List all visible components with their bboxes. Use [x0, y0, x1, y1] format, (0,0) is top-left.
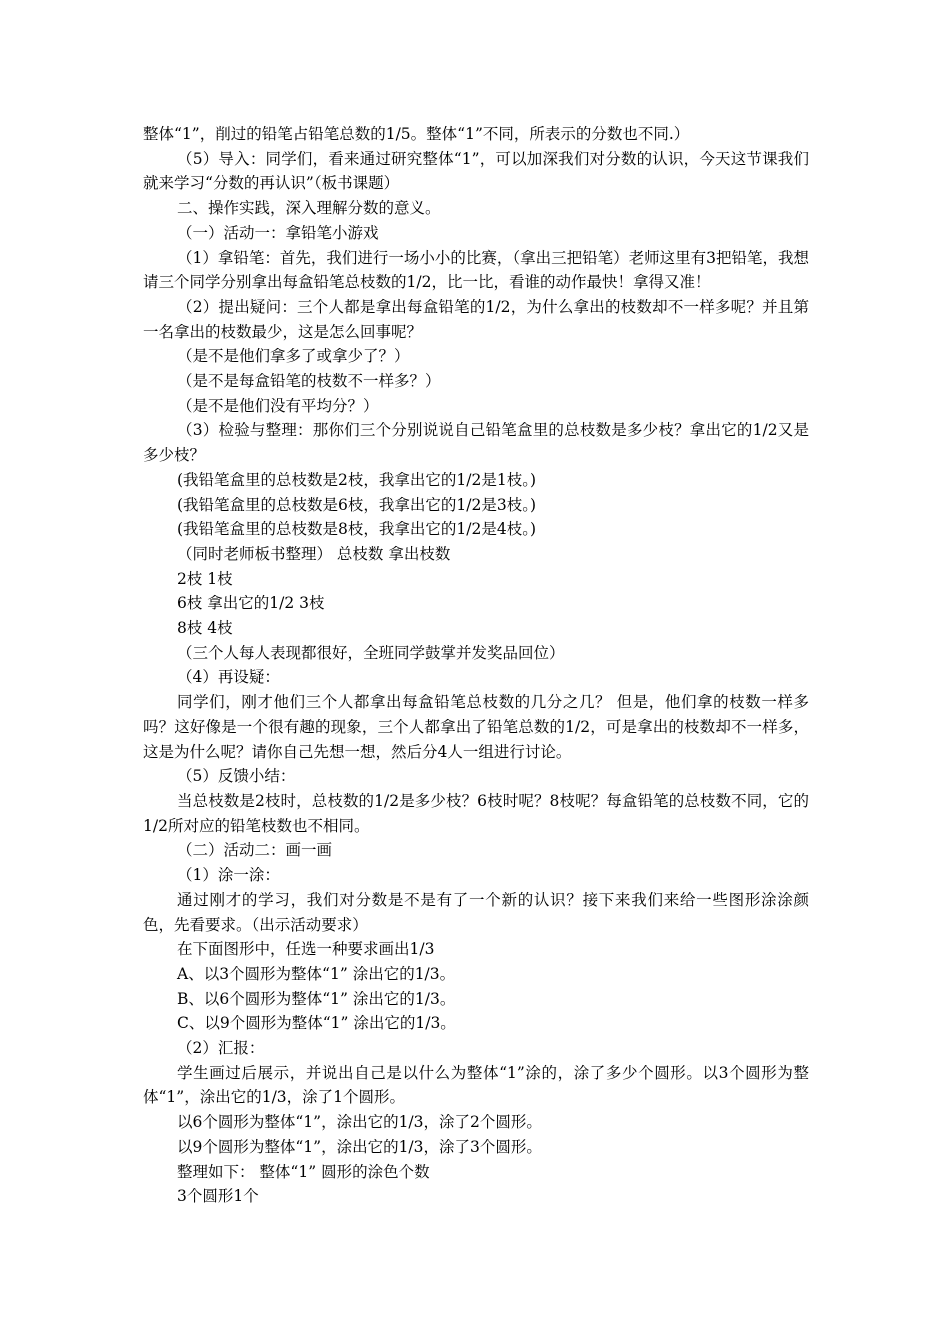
paragraph-27: A、以3个圆形为整体“1” 涂出它的1/3。	[177, 964, 456, 983]
paragraph-22: 当总枝数是2枝时，总枝数的1/2是多少枝？6枝时呢？8枝呢？每盒铅笔的总枝数不同，它的1/2所对应的铅笔枝数也不相同。	[143, 791, 809, 835]
paragraph-32: 以6个圆形为整体“1”，涂出它的1/3，涂了2个圆形。	[177, 1113, 542, 1132]
paragraph-29: C、以9个圆形为整体“1” 涂出它的1/3。	[177, 1014, 456, 1033]
paragraph-13: (我铅笔盒里的总枝数是8枝，我拿出它的1/2是4枝。)	[177, 520, 537, 539]
paragraph-33: 以9个圆形为整体“1”，涂出它的1/3，涂了3个圆形。	[177, 1137, 542, 1156]
paragraph-28: B、以6个圆形为整体“1” 涂出它的1/3。	[177, 989, 456, 1008]
activity-heading-1: （一）活动一：拿铅笔小游戏	[177, 223, 379, 242]
paragraph-11: (我铅笔盒里的总枝数是2枝，我拿出它的1/2是1枝。)	[177, 470, 537, 489]
paragraph-20: 同学们，刚才他们三个人都拿出每盒铅笔总枝数的几分之几？ 但是，他们拿的枝数一样多吗？这好像是一个很有趣的现象，三个人都拿出了铅笔总数的1/2，可是拿出的枝数却不一样多，这是为什么呢？请你自己先想一想，然后分4人一组进行讨论。	[143, 693, 809, 761]
paragraph-26: 在下面图形中，任选一种要求画出1/3	[177, 940, 435, 959]
paragraph-8: （是不是每盒铅笔的枝数不一样多？）	[177, 372, 441, 391]
paragraph-12: (我铅笔盒里的总枝数是6枝，我拿出它的1/2是3枝。)	[177, 495, 537, 514]
paragraph-17: 8枝 4枝	[177, 619, 233, 638]
paragraph-15: 2枝 1枝	[177, 569, 233, 588]
paragraph-6: （2）提出疑问：三个人都是拿出每盒铅笔的1/2，为什么拿出的枝数却不一样多呢？并且第一名拿出的枝数最少，这是怎么回事呢？	[143, 297, 809, 341]
paragraph-18: （三个人每人表现都很好，全班同学鼓掌并发奖品回位）	[177, 643, 565, 662]
paragraph-7: （是不是他们拿多了或拿少了？）	[177, 347, 410, 366]
paragraph-19: （4）再设疑：	[177, 668, 280, 687]
document-body	[143, 122, 809, 1209]
paragraph-25: 通过刚才的学习，我们对分数是不是有了一个新的认识？接下来我们来给一些图形涂涂颜色，先看要求。（出示活动要求）	[143, 890, 809, 934]
paragraph-24: （1）涂一涂：	[177, 866, 280, 885]
paragraph-14: （同时老师板书整理） 总枝数 拿出枝数	[177, 544, 451, 563]
paragraph-21: （5）反馈小结：	[177, 767, 296, 786]
paragraph-10: （3）检验与整理：那你们三个分别说说自己铅笔盒里的总枝数是多少枝？拿出它的1/2又是多少枝？	[143, 421, 809, 465]
paragraph-9: （是不是他们没有平均分？）	[177, 396, 379, 415]
paragraph-31: 学生画过后展示，并说出自己是以什么为整体“1”涂的，涂了多少个圆形。以3个圆形为整体“1”，涂出它的1/3，涂了1个圆形。	[143, 1063, 809, 1107]
paragraph-35: 3个圆形1个	[177, 1187, 259, 1206]
section-heading-2: 二、操作实践，深入理解分数的意义。	[177, 199, 441, 218]
paragraph-16: 6枝 拿出它的1/2 3枝	[177, 594, 325, 613]
activity-heading-2: （二）活动二：画一画	[177, 841, 333, 860]
paragraph-30: （2）汇报：	[177, 1039, 265, 1058]
paragraph-1: 整体“1”，削过的铅笔占铅笔总数的1/5。整体“1”不同，所表示的分数也不同.）	[143, 125, 690, 143]
paragraph-34: 整理如下： 整体“1” 圆形的涂色个数	[177, 1162, 430, 1181]
paragraph-2: （5）导入：同学们，看来通过研究整体“1”，可以加深我们对分数的认识，今天这节课我们就来学习“分数的再认识”（板书课题）	[143, 149, 809, 193]
paragraph-5: （1）拿铅笔：首先，我们进行一场小小的比赛，（拿出三把铅笔）老师这里有3把铅笔，我想请三个同学分别拿出每盒铅笔总枝数的1/2，比一比，看谁的动作最快！拿得又准！	[143, 248, 809, 292]
